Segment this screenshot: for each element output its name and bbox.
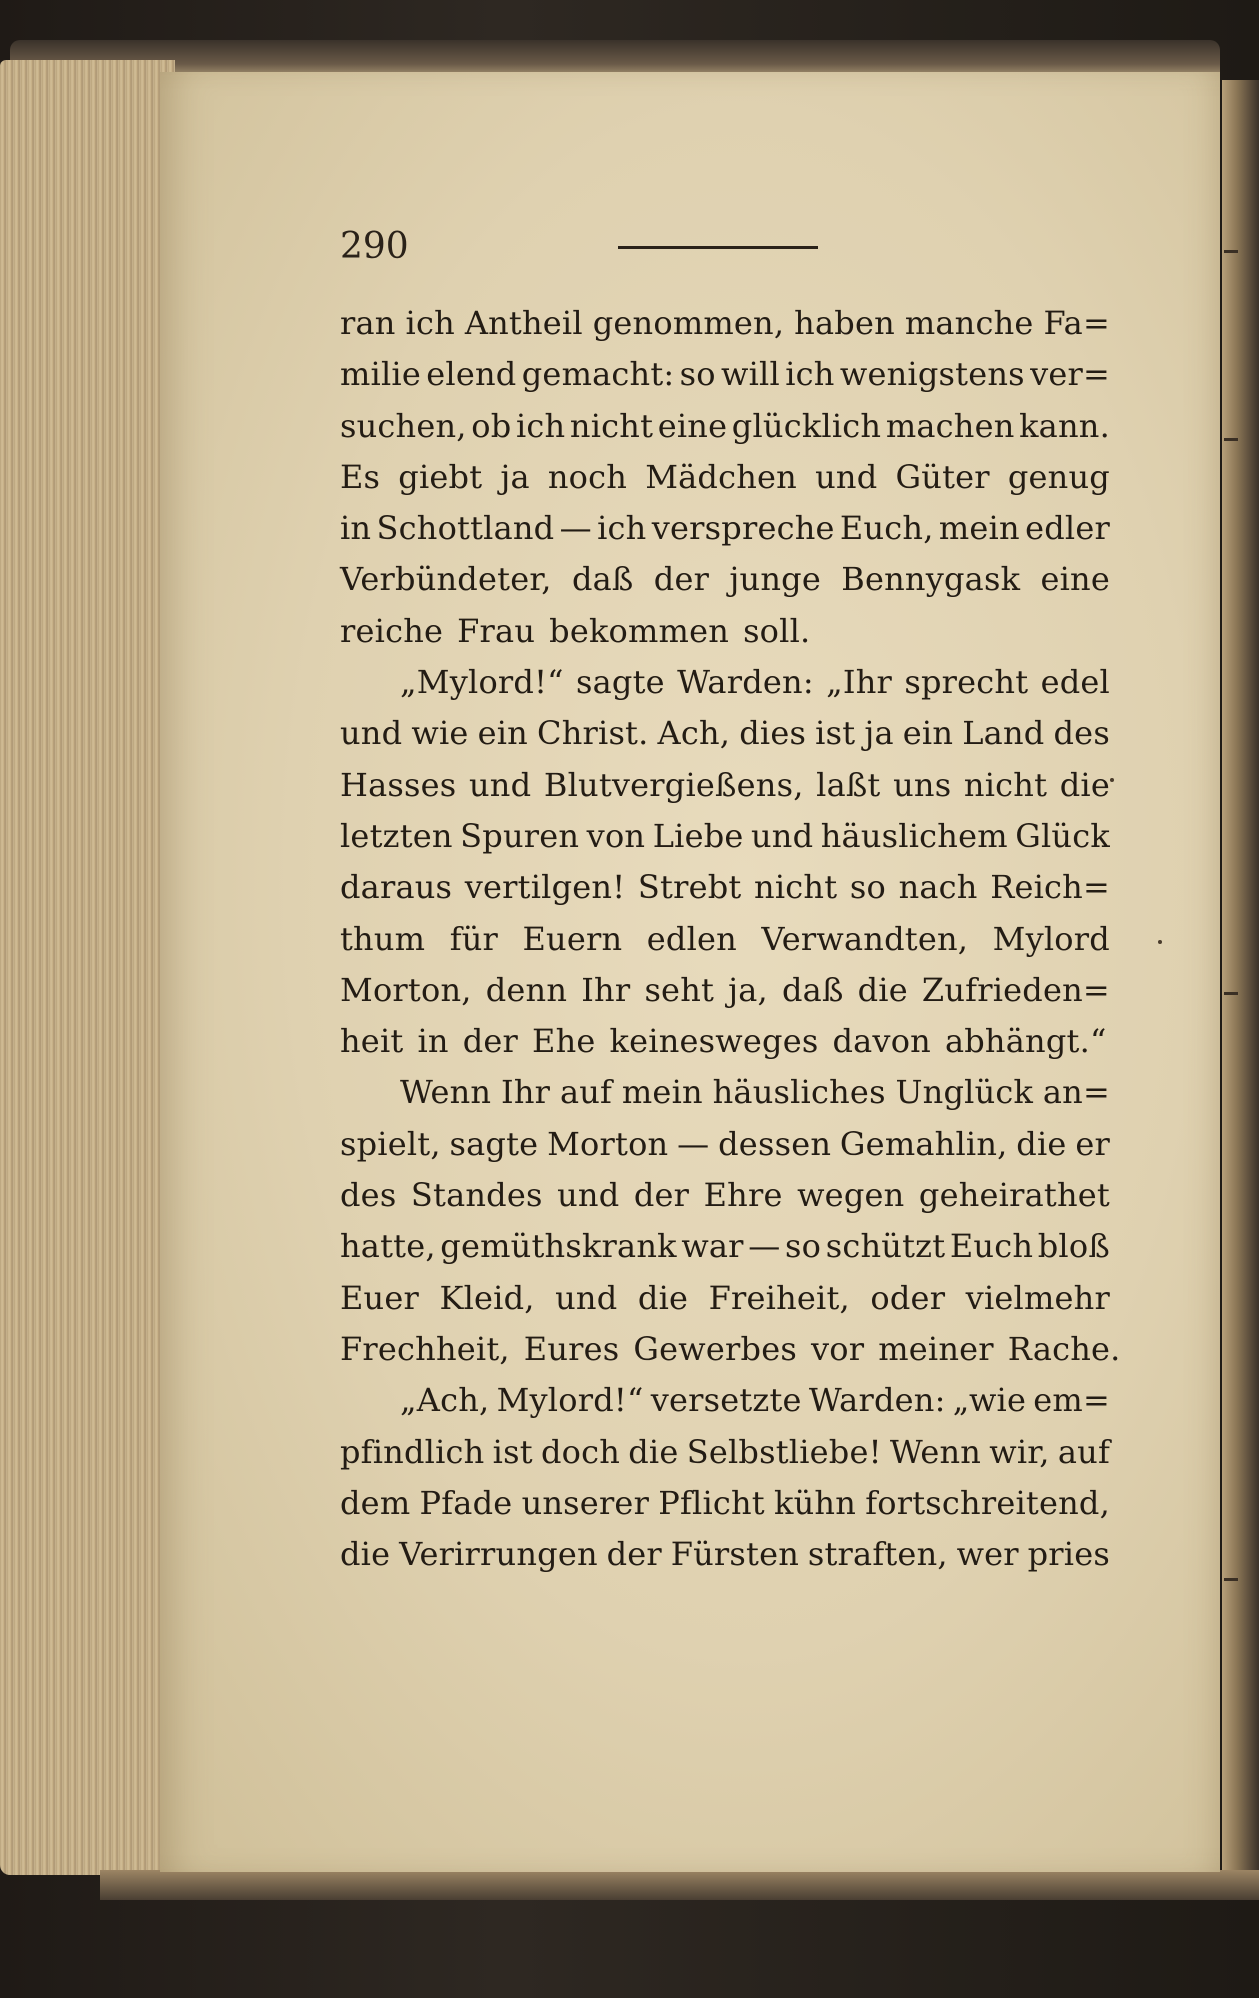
text-line: Verbündeter, daß der junge Bennygask eine	[340, 560, 1110, 599]
text-line: suchen, ob ich nicht eine glücklich machen kann.	[340, 406, 1110, 445]
text-line: Es giebt ja noch Mädchen und Güter genug	[340, 457, 1110, 496]
text-line: dem Pfade unserer Pflicht kühn fortschreitend,	[340, 1483, 1110, 1522]
text-line: Frechheit, Eures Gewerbes vor meiner Rache.	[340, 1329, 1121, 1368]
text-line: hatte, gemüthskrank war — so schützt Euch bloß	[340, 1227, 1110, 1266]
text-line: milie elend gemacht: so will ich wenigstens ver=	[340, 355, 1110, 394]
book-bottom-edge	[100, 1870, 1259, 1900]
body-text	[340, 298, 1121, 1580]
page-header	[340, 226, 1100, 276]
page-edges	[0, 60, 175, 1875]
text-line: spielt, sagte Morton — dessen Gemahlin, die er	[340, 1124, 1110, 1163]
text-line: reiche Frau bekommen soll.	[340, 611, 811, 650]
margin-mark	[1224, 250, 1238, 253]
text-line: ran ich Antheil genommen, haben manche Fa=	[340, 304, 1110, 342]
text-line: Euer Kleid, und die Freiheit, oder vielmehr	[340, 1278, 1110, 1317]
text-line: heit in der Ehe keinesweges davon abhängt.“	[340, 1022, 1107, 1061]
paper-speck	[1158, 940, 1162, 944]
text-line: Wenn Ihr auf mein häusliches Unglück an=	[400, 1073, 1110, 1112]
page-number: 290	[340, 226, 409, 267]
text-line: und wie ein Christ. Ach, dies ist ja ein Land des	[340, 714, 1110, 753]
text-line: letzten Spuren von Liebe und häuslichem Glück	[340, 816, 1110, 855]
text-line: in Schottland — ich verspreche Euch, mein edler	[340, 509, 1110, 548]
text-line: des Standes und der Ehre wegen geheirathet	[340, 1176, 1110, 1215]
text-line: die Verirrungen der Fürsten straften, wer pries	[340, 1535, 1110, 1574]
text-line: „Ach, Mylord!“ versetzte Warden: „wie em=	[400, 1381, 1110, 1420]
margin-mark	[1224, 438, 1238, 441]
text-line: „Mylord!“ sagte Warden: „Ihr sprecht edel	[400, 663, 1110, 702]
margin-mark	[1224, 1578, 1238, 1581]
header-rule	[618, 246, 818, 249]
text-line: pfindlich ist doch die Selbstliebe! Wenn wir, auf	[340, 1432, 1110, 1471]
text-line: thum für Euern edlen Verwandten, Mylord	[340, 919, 1110, 958]
book-right-edge	[1222, 80, 1259, 1880]
text-line: Hasses und Blutvergießens, laßt uns nicht die	[340, 765, 1110, 804]
text-line: daraus vertilgen! Strebt nicht so nach Reich=	[340, 868, 1110, 907]
margin-mark	[1224, 992, 1238, 995]
text-line: Morton, denn Ihr seht ja, daß die Zufrieden=	[340, 970, 1110, 1009]
paper-speck	[1110, 778, 1114, 782]
